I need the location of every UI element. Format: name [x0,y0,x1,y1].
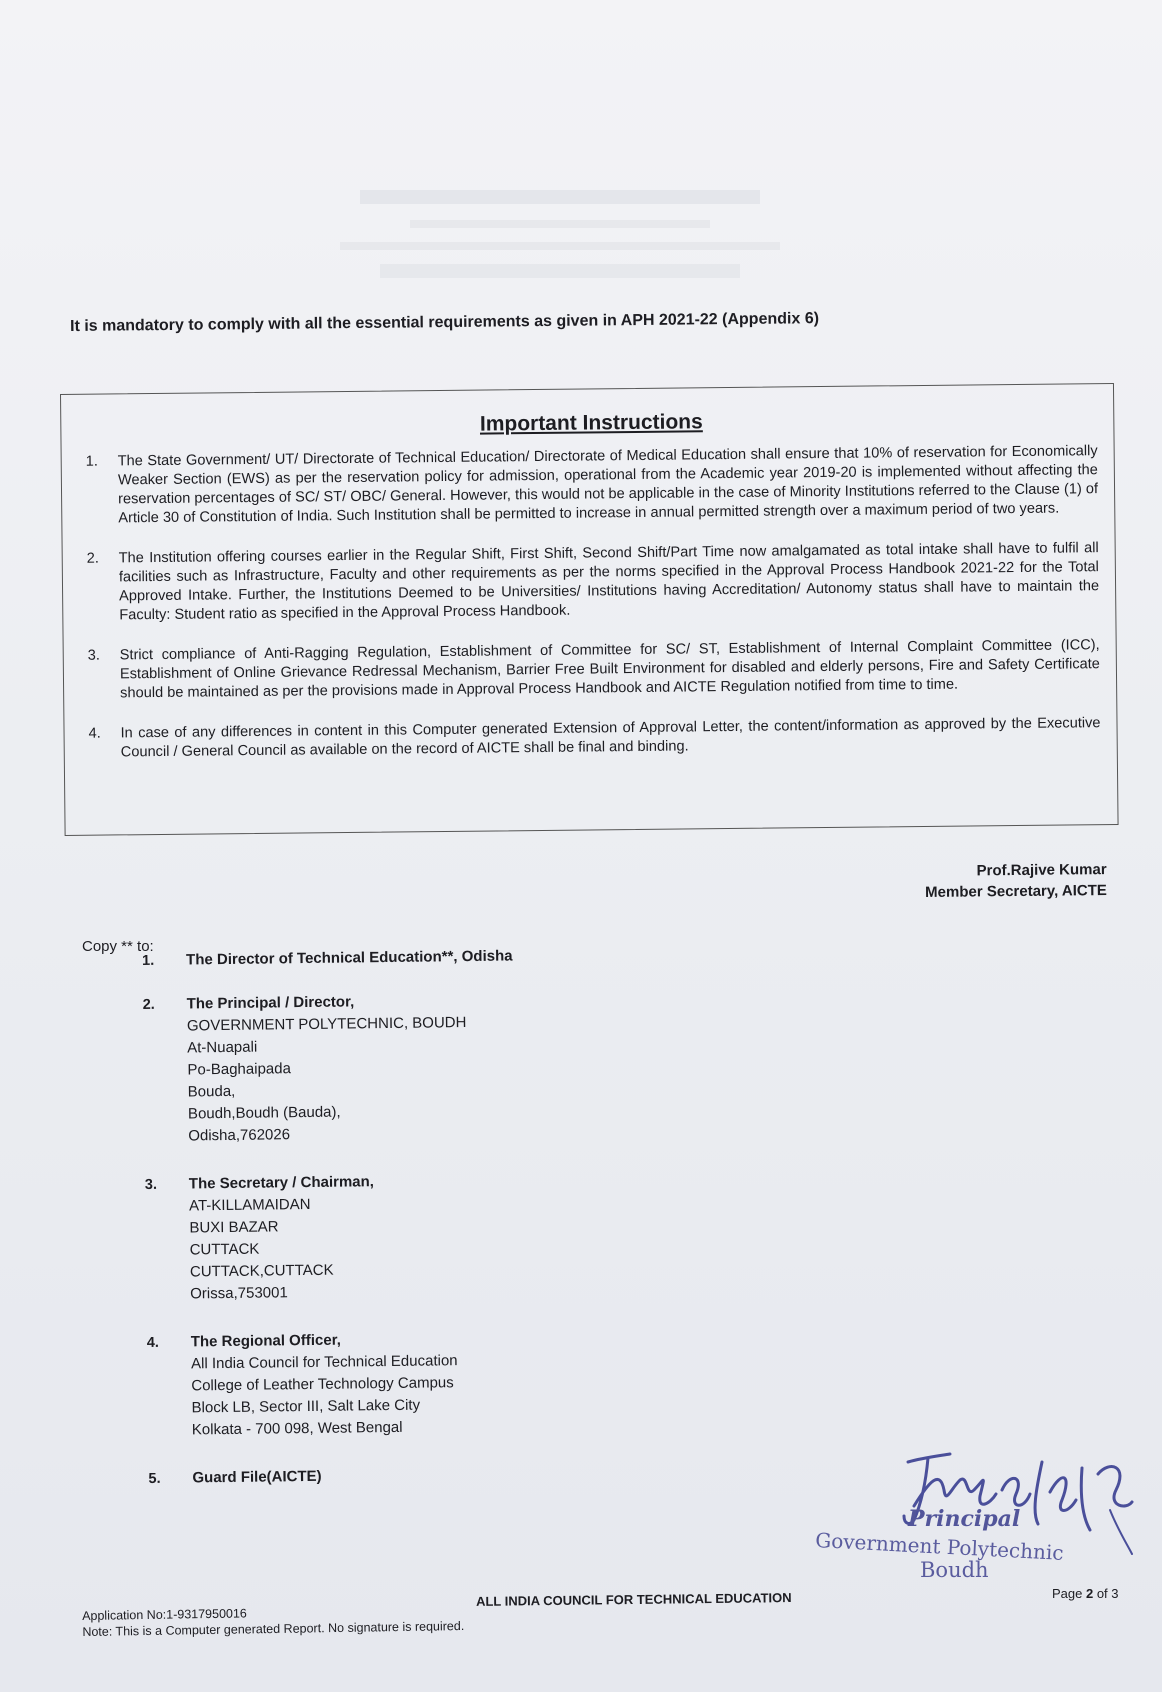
mandatory-notice: It is mandatory to comply with all the essential requirements as given in APH 2021-22 (Appendix 6) [70,310,820,335]
stamp-title: Principal [908,1506,1021,1532]
address-line: All India Council for Technical Education [190,1352,458,1373]
instruction-item [86,442,1099,529]
instruction-text: Strict compliance of Anti-Ragging Regulation, Establishment of Committee for SC/ ST, Establishment of Internal Complaint Committee (ICC), Establishment of Online Grievance Redressal Mechanism, Barrier Free Built Environment for disabled and elderly persons, Fire and Safety Certificate should be maintained as per the provisions made in Approval Process Handbook and AICTE Regulation notified from time to time. [119,637,1100,702]
instruction-number: 1. [85,453,98,470]
instruction-number: 4. [88,725,101,742]
address-line: CUTTACK [189,1240,260,1259]
instruction-text: The State Government/ UT/ Directorate of Technical Education/ Directorate of Medical Education shall ensure that 10% of reservation for Economically Weaker Section (EWS) as per the reservation policy for admission, operational from the Academic year 2019-20 is implemented without affecting the reservation percentages of SC/ ST/ OBC/ General. However, this would not be applicable in the case of Minority Institutions referred to the Clause (1) of Article 30 of Constitution of India. Such Institution shall be permitted to increase in annual permitted strength over a maximum period of two years. [117,443,1099,527]
address-line: College of Leather Technology Campus [191,1374,454,1395]
computer-generated-note: Note: This is a Computer generated Report. No signature is required. [82,1618,465,1639]
recipient-number: 3. [144,1176,158,1193]
address-line: Block LB, Sector III, Salt Lake City [191,1396,421,1417]
instruction-item [88,714,1100,763]
instruction-text: In case of any differences in content in this Computer generated Extension of Approval Letter, the content/information as approved by the Executive Council / General Council as available on the record of AICTE shall be final and binding. [120,715,1101,761]
address-line: BUXI BAZAR [189,1218,279,1237]
recipient-body [192,1466,321,1490]
recipient-item [147,1325,748,1442]
instructions-title: Important Instructions [479,410,703,436]
signatory-name: Prof.Rajive Kumar [976,861,1107,880]
recipient-number: 2. [142,996,155,1013]
important-instructions-box [60,383,1119,836]
recipient-number: 1. [142,952,155,969]
copy-to-label: Copy ** to: [82,938,154,955]
recipient-body [187,990,468,1147]
address-line: Bouda, [187,1082,236,1101]
page-prefix: Page [1052,1586,1086,1601]
recipient-heading: The Regional Officer, [190,1331,341,1351]
footer-council-name: ALL INDIA COUNCIL FOR TECHNICAL EDUCATION [475,1590,792,1609]
address-line: GOVERNMENT POLYTECHNIC, BOUDH [186,1014,467,1035]
recipient-body [186,945,513,971]
recipient-heading: The Secretary / Chairman, [188,1173,375,1193]
instruction-item [88,636,1101,704]
address-line: At-Nuapali [187,1038,258,1057]
recipient-body [191,1328,459,1441]
recipient-body [189,1171,376,1305]
address-line: AT-KILLAMAIDAN [189,1195,311,1215]
instruction-number: 2. [86,550,99,567]
recipient-heading: Guard File(AICTE) [192,1467,322,1487]
recipient-number: 5. [148,1470,161,1487]
footer-application-info [82,1602,464,1640]
address-line: Po-Baghaipada [187,1060,291,1079]
signatory-designation: Member Secretary, AICTE [925,882,1108,901]
instruction-text: The Institution offering courses earlier in the Regular Shift, First Shift, Second Shift/Part Time now amalgamated as total intake shall have to fulfil all facilities such as Infrastructure, Faculty and other requirements as per the norms specified in the Approval Process Handbook 2021-22 for the Total Approved Intake. Further, the Institutions Deemed to be Universities/ Institutions having Accreditation/ Autonomy status shall have to maintain the Faculty: Student ratio as specified in the Approval Process Handbook. [118,540,1100,624]
recipient-heading: The Director of Technical Education**, Odisha [186,947,513,969]
footer-page-number [1052,1586,1119,1601]
principal-stamp [810,1450,1150,1590]
application-number: Application No:1-9317950016 [82,1606,247,1623]
page-suffix: of 3 [1093,1586,1119,1601]
show-through-lines [300,180,820,290]
address-line: Odisha,762026 [188,1126,291,1145]
page-current: 2 [1085,1586,1094,1601]
instruction-item [87,539,1100,626]
recipient-item [143,987,745,1148]
recipient-item [142,943,742,972]
recipient-heading: The Principal / Director, [186,993,355,1013]
recipient-item [145,1167,747,1306]
stamp-place: Boudh [920,1558,989,1582]
address-line: CUTTACK,CUTTACK [189,1261,334,1281]
show-through-texture [300,180,820,290]
recipient-item [148,1461,748,1490]
signatory-block [925,859,1107,903]
address-line: Kolkata - 700 098, West Bengal [191,1418,403,1439]
recipient-number: 4. [146,1334,159,1351]
address-line: Orissa,753001 [190,1284,288,1303]
stamp-institution: Government Polytechnic [814,1528,1065,1565]
copy-to-list [142,943,749,1512]
instruction-number: 3. [87,647,100,664]
address-line: Boudh,Boudh (Bauda), [187,1103,341,1123]
